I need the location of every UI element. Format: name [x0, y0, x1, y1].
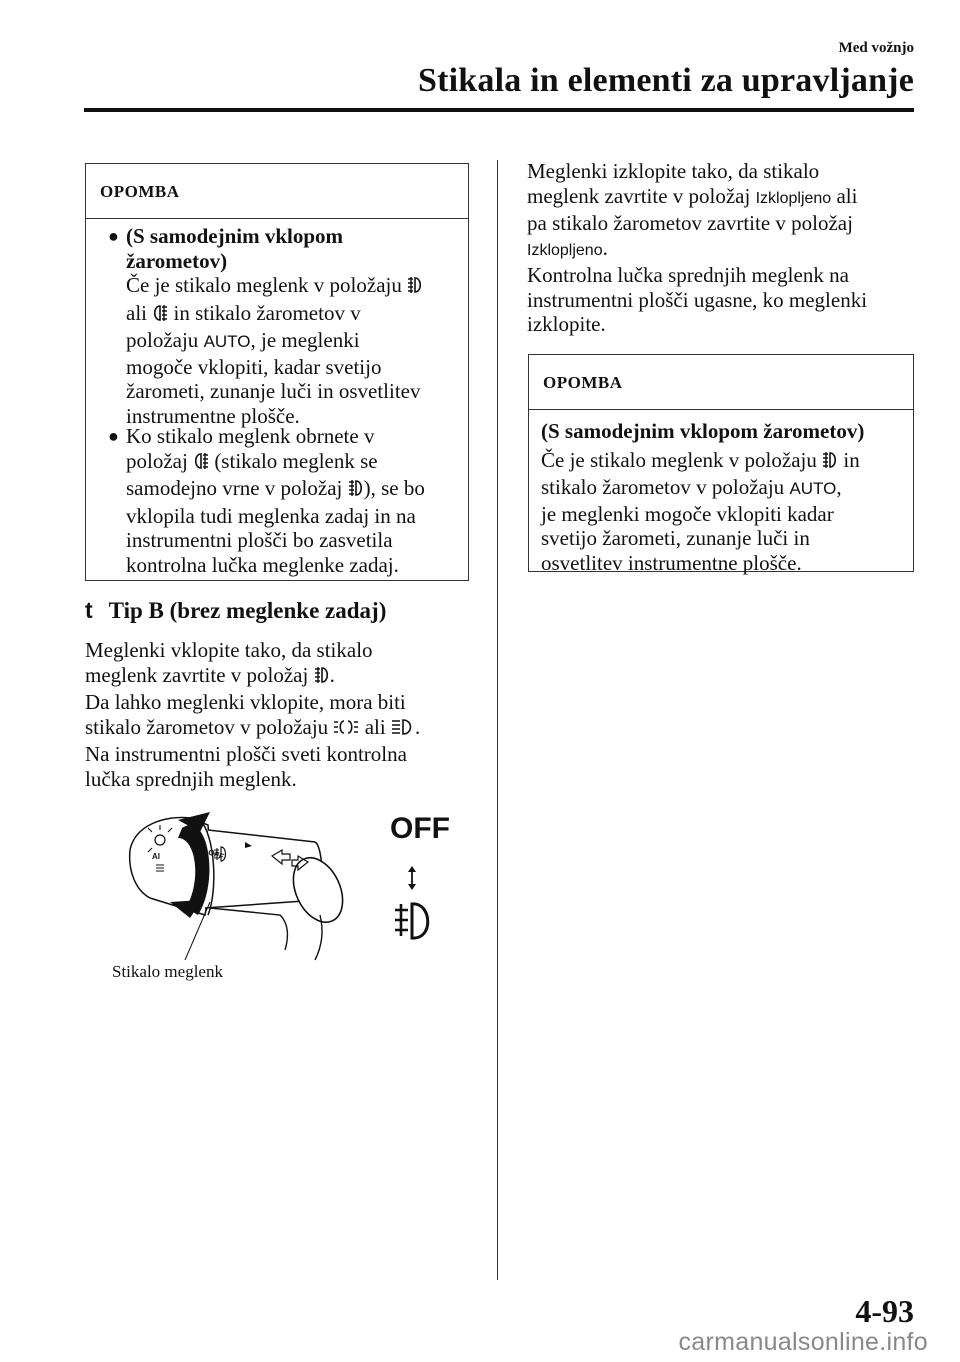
note-bullet-2	[108, 424, 463, 577]
text-line: Kontrolna lučka sprednjih meglenk na	[527, 263, 849, 287]
front-fog-icon	[822, 450, 838, 476]
text-line: žarometi, zunanje luči in osvetlitev	[126, 379, 421, 403]
text-line: pa stikalo žarometov zavrtite v položaj	[527, 211, 853, 235]
auto-label: AUTO	[203, 332, 251, 351]
text-line: instrumentni plošči ugasne, ko meglenki	[527, 287, 868, 312]
off-label: OFF	[390, 812, 450, 845]
text-line: Ko stikalo meglenk obrnete v	[126, 424, 375, 448]
text-line: meglenk zavrtite v položaj .	[85, 663, 485, 691]
note-heading: OPOMBA	[529, 355, 913, 410]
dial-auto-label: AI	[152, 852, 160, 861]
front-fog-icon	[407, 275, 423, 301]
right-body	[527, 159, 927, 337]
text-line: ali in stikalo žarometov v	[126, 301, 463, 329]
text-line: kontrolna lučka meglenke zadaj.	[126, 552, 399, 577]
text-line: Če je stikalo meglenk v položaju	[126, 273, 463, 301]
front-fog-icon	[314, 665, 330, 691]
column-divider	[497, 160, 498, 1280]
figure-caption: Stikalo meglenk	[112, 962, 223, 981]
text-line: stikalo žarometov v položaju ali .	[85, 715, 485, 743]
text-line: stikalo žarometov v položaju AUTO,	[541, 475, 842, 499]
bullet-icon: ●	[108, 226, 119, 246]
section-body	[85, 638, 485, 791]
note-title: (S samodejnim vklopom žarometov)	[541, 419, 865, 443]
text-line: Meglenki izklopite tako, da stikalo	[527, 159, 820, 183]
rear-fog-icon	[193, 451, 209, 477]
section-marker-icon: t	[85, 597, 93, 623]
watermark: carmanualsonline.info	[678, 1328, 928, 1356]
auto-label: AUTO	[789, 479, 837, 498]
text-line: Izklopljeno.	[527, 235, 608, 260]
rear-fog-icon	[152, 303, 168, 329]
text-line: vklopila tudi meglenka zadaj in na	[126, 503, 416, 528]
bullet-icon: ●	[108, 426, 119, 446]
text-line: položaj (stikalo meglenk se	[126, 449, 463, 477]
text-line: lučka sprednjih meglenk.	[85, 766, 297, 791]
note-box-left	[85, 163, 469, 581]
text-line: Če je stikalo meglenk v položaju in	[541, 448, 911, 476]
headlights-icon	[391, 717, 415, 743]
dial-off-label: OFF	[206, 847, 226, 862]
note-body	[541, 419, 911, 575]
text-line: izklopite.	[527, 312, 606, 336]
text-line: Da lahko meglenki vklopite, mora biti	[85, 690, 406, 714]
text-line: svetijo žarometi, zunanje luči in	[541, 526, 810, 550]
text-line: samodejno vrne v položaj ), se bo	[126, 476, 463, 504]
off-position-label: Izklopljeno	[527, 241, 603, 259]
note-bullet-1	[108, 224, 463, 428]
page-title: Stikala in elementi za upravljanje	[418, 62, 914, 99]
note-box-right	[528, 354, 914, 575]
section-label: Med vožnjo	[838, 40, 914, 56]
text-line: položaju AUTO, je meglenki	[126, 328, 360, 352]
text-line: Meglenki vklopite tako, da stikalo	[85, 638, 373, 662]
page-number: 4-93	[855, 1293, 914, 1329]
text-line: instrumentni plošči bo zasvetila	[126, 528, 393, 552]
text-line: instrumentne plošče.	[126, 403, 300, 428]
text-line: osvetlitev instrumentne plošče.	[541, 550, 802, 575]
bullet-title-cont: žarometov)	[126, 248, 228, 273]
header-rule	[84, 108, 914, 112]
fog-switch-figure	[90, 790, 480, 990]
note-heading: OPOMBA	[86, 164, 468, 219]
off-position-label: Izklopljeno	[755, 189, 832, 207]
text-line: meglenk zavrtite v položaj Izklopljeno ali	[527, 183, 858, 208]
parking-lights-icon	[333, 717, 359, 743]
section-heading: t Tip B (brez meglenke zadaj)	[85, 597, 387, 623]
text-line: Na instrumentni plošči sveti kontrolna	[85, 742, 407, 766]
bullet-title: (S samodejnim vklopom	[126, 224, 344, 248]
text-line: je meglenki mogoče vklopiti kadar	[541, 501, 834, 526]
text-line: mogoče vklopiti, kadar svetijo	[126, 354, 382, 379]
front-fog-icon	[348, 478, 364, 504]
